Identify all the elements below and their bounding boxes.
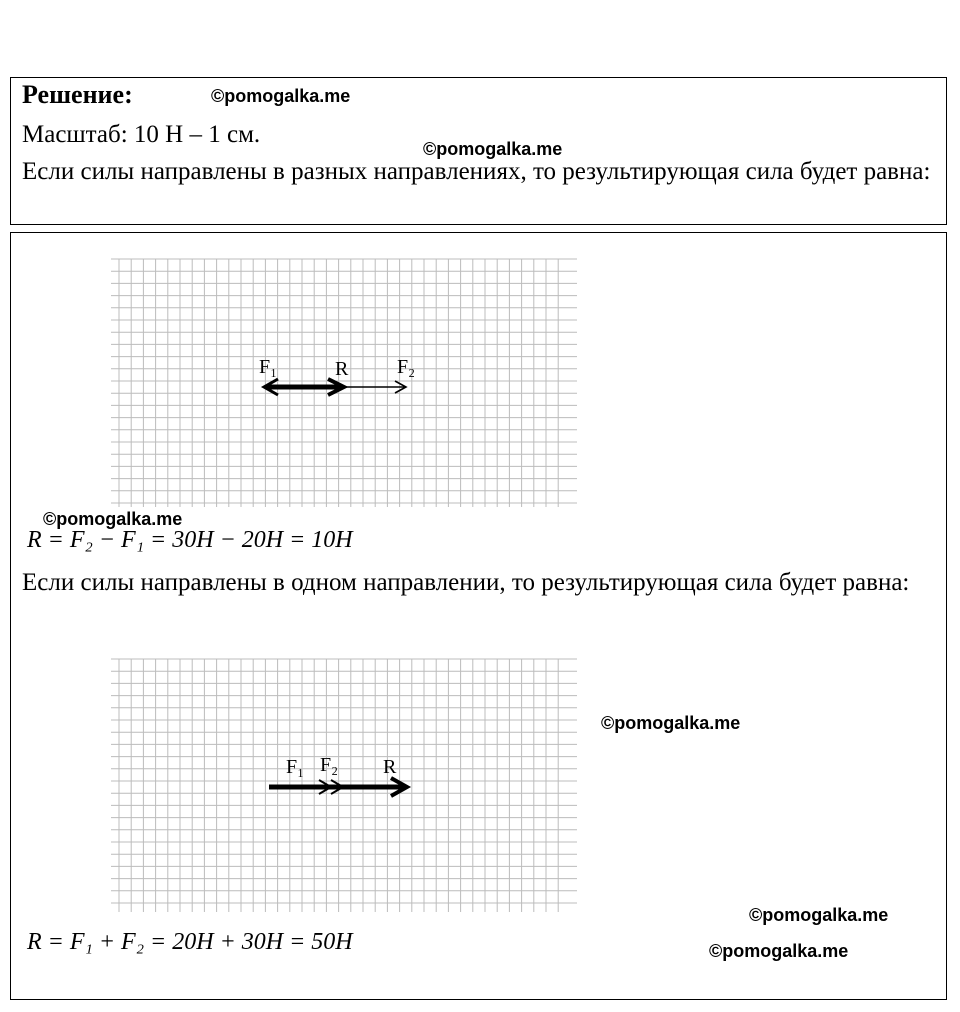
solution-header-box (10, 77, 947, 225)
watermark: ©pomogalka.me (211, 86, 351, 106)
grid-paper (111, 259, 577, 507)
scale-text: Масштаб: 10 Н – 1 см. (22, 121, 261, 148)
label-f2: F₂ (397, 356, 416, 378)
formula-sum: R = F₁ + F₂ = 20H + 30H = 50H (27, 929, 353, 955)
watermark: ©pomogalka.me (601, 713, 741, 733)
opposite-direction-text: Если силы направлены в разных направлениях, то результирующая сила будет равна: (22, 158, 931, 185)
watermark: ©pomogalka.me (423, 139, 563, 159)
watermark: ©pomogalka.me (709, 941, 849, 961)
watermark: ©pomogalka.me (43, 509, 183, 529)
label-r: R (383, 756, 397, 778)
same-direction-text: Если силы направлены в одном направлении, то результирующая сила будет равна: (22, 569, 910, 596)
watermark: ©pomogalka.me (749, 905, 889, 925)
solution-main-box (10, 232, 947, 1000)
label-f1: F₁ (286, 756, 305, 778)
diagram-opposite-forces (99, 253, 579, 513)
diagram-same-direction-forces (99, 653, 579, 918)
label-r: R (335, 358, 349, 380)
label-f2: F₂ (320, 754, 339, 776)
label-f1: F₁ (259, 356, 278, 378)
formula-difference: R = F₂ − F₁ = 30H − 20H = 10H (27, 527, 353, 553)
solution-heading: Решение: (22, 80, 133, 109)
